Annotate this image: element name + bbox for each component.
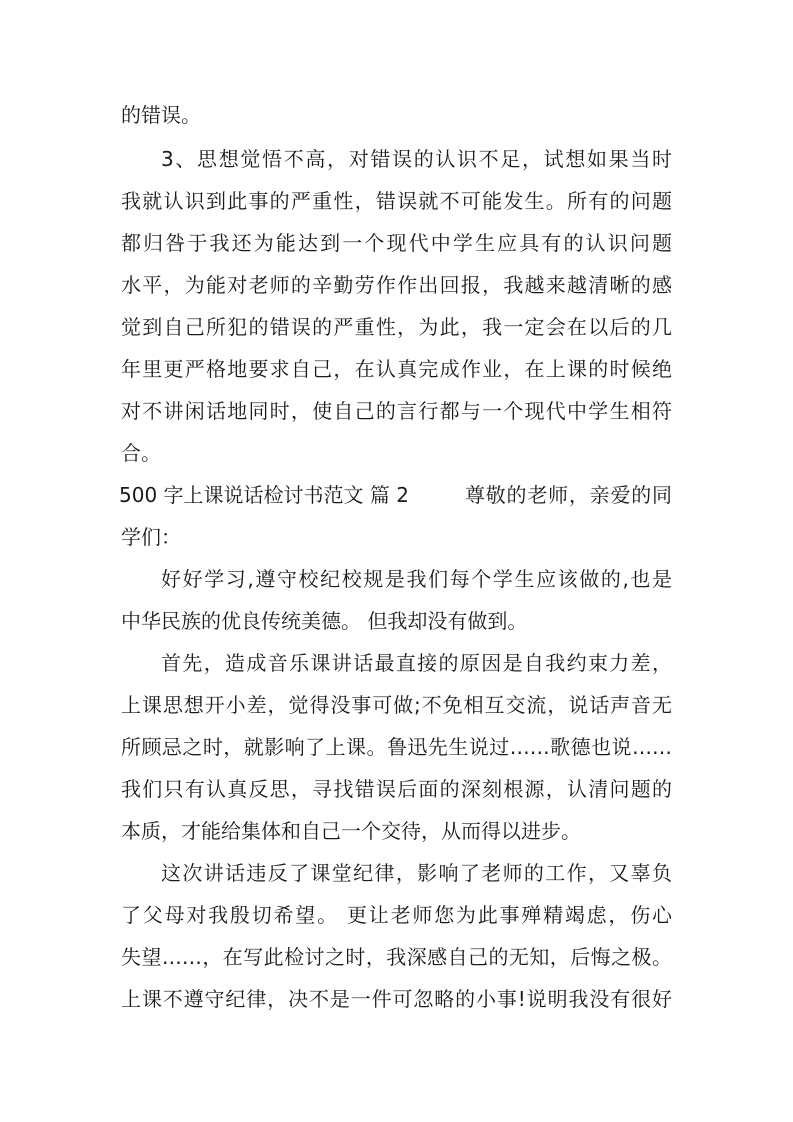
paragraph-line: 觉到自己所犯的错误的严重性，为此，我一定会在以后的几	[121, 315, 672, 339]
paragraph-line: 水平，为能对老师的辛勤劳作作出回报，我越来越清晰的感	[121, 273, 672, 297]
paragraph-line: 首先，造成音乐课讲话最直接的原因是自我约束力差，	[161, 651, 672, 675]
paragraph-line: 这次讲话违反了课堂纪律，影响了老师的工作，又辜负	[161, 861, 672, 885]
paragraph-line: 中华民族的优良传统美德。 但我却没有做到。	[121, 609, 528, 633]
paragraph-line: 我就认识到此事的严重性，错误就不可能发生。所有的问题	[121, 189, 672, 213]
section-heading	[119, 483, 672, 507]
paragraph-line: 的错误。	[121, 103, 201, 127]
paragraph-line: 学们：	[121, 525, 181, 549]
paragraph-line: 合。	[121, 441, 161, 465]
greeting-text: 尊敬的老师，亲爱的同	[465, 483, 672, 507]
paragraph-line: 了父母对我殷切希望。 更让老师您为此事殚精竭虑，伤心	[121, 903, 672, 927]
paragraph-line: 所顾忌之时，就影响了上课。鲁迅先生说过……歌德也说……	[121, 735, 672, 759]
section-title: 500 字上课说话检讨书范文 篇 2	[119, 483, 409, 507]
paragraph-line: 年里更严格地要求自己，在认真完成作业，在上课的时候绝	[121, 357, 672, 381]
paragraph-line: 失望……，在写此检讨之时，我深感自己的无知，后悔之极。	[121, 945, 672, 969]
paragraph-line: 都归咎于我还为能达到一个现代中学生应具有的认识问题	[121, 231, 672, 255]
paragraph-line: 本质，才能给集体和自己一个交待，从而得以进步。	[121, 819, 581, 843]
paragraph-line: 上课不遵守纪律，决不是一件可忽略的小事!说明我没有很好	[121, 987, 672, 1011]
paragraph-line: 3、思想觉悟不高，对错误的认识不足，试想如果当时	[161, 147, 672, 171]
paragraph-line: 对不讲闲话地同时，使自己的言行都与一个现代中学生相符	[121, 399, 672, 423]
paragraph-line: 我们只有认真反思，寻找错误后面的深刻根源，认清问题的	[121, 777, 672, 801]
paragraph-line: 上课思想开小差，觉得没事可做;不免相互交流，说话声音无	[121, 693, 672, 717]
paragraph-line: 好好学习,遵守校纪校规是我们每个学生应该做的,也是	[161, 567, 672, 591]
